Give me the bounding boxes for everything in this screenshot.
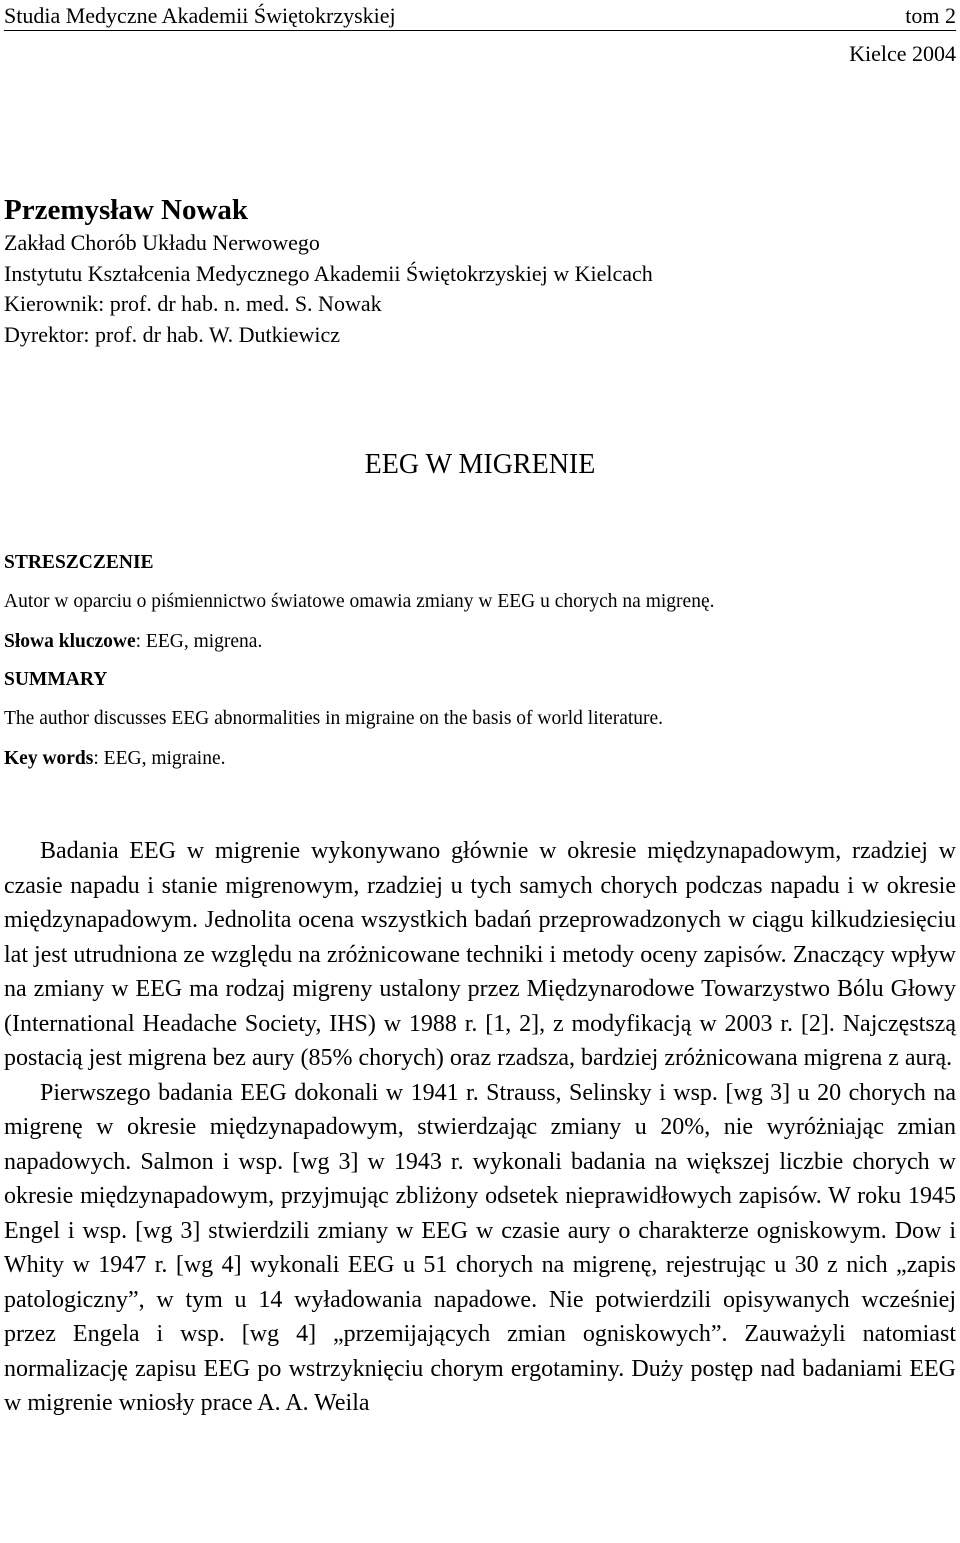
abstract-pl-heading: STRESZCZENIE (4, 552, 154, 573)
article-title: EEG W MIGRENIE (364, 449, 596, 480)
body-paragraph: Badania EEG w migrenie wykonywano głównie w okresie międzynapadowym, rzadziej w czasie napadu i stanie migrenowym, rzadziej u tych samych chorych podczas napadu i w okresie międzynapadowym. Jednolita ocena wszystkich badań przeprowadzonych w ciągu kilkudziesięciu lat jest utrudniona ze względu na zróżnicowane techniki i metody oceny zapisów. Znaczący wpływ na zmiany w EEG ma rodzaj migreny ustalony przez Międzynarodowe Towarzystwo Bólu Głowy (International Headache Society, IHS) w 1988 r. [1, 2], z modyfikacją w 2003 r. [2]. Najczęstszą postacią jest migrena bez aury (85% chorych) oraz rzadsza, bardziej zróżnicowana migrena z aurą. (4, 838, 956, 1071)
keywords-pl-label: Słowa kluczowe (4, 631, 136, 652)
keywords-en-label: Key words (4, 748, 94, 769)
header-top-row (4, 3, 956, 31)
keywords-en (4, 746, 944, 772)
abstract-pl-text: Autor w oparciu o piśmiennictwo światowe omawia zmiany w EEG u chorych na migrenę. (4, 591, 715, 612)
abstract-section (4, 548, 944, 772)
affiliation-line: Dyrektor: prof. dr hab. W. Dutkiewicz (4, 321, 341, 347)
body-paragraph: Pierwszego badania EEG dokonali w 1941 r. Strauss, Selinsky i wsp. [wg 3] u 20 chorych na migrenę w okresie międzynapadowym, stwierdzając zmiany u 20%, nie wyróżniając zmian napadowych. Salmon i wsp. [wg 3] w 1943 r. wykonali badania na większej liczbie chorych w okresie międzynapadowym, przyjmując zbliżony odsetek nieprawidłowych zapisów. W roku 1945 Engel i wsp. [wg 3] stwierdzili zmiany w EEG w czasie aury o charakterze ogniskowym. Dow i Whity w 1947 r. [wg 4] wykonali EEG u 51 chorych na migrenę, rejestrując u 30 z nich „zapis patologiczny”, w tym u 14 wyładowania napadowe. Nie potwierdzili opisywanych wcześniej przez Engela i wsp. [wg 4] „przemijających zmian ogniskowych”. Zauważyli natomiast normalizację zapisu EEG po wstrzyknięciu chorym ergotaminy. Duży postęp nad badaniami EEG w migrenie wniosły prace A. A. Weila (4, 1079, 956, 1416)
place-year: Kielce 2004 (849, 41, 956, 66)
keywords-pl-values: : EEG, migrena. (135, 631, 263, 652)
affiliation-line: Kierownik: prof. dr hab. n. med. S. Nowak (4, 291, 382, 316)
abstract-en-heading: SUMMARY (4, 669, 108, 690)
journal-name: Studia Medyczne Akademii Świętokrzyskiej (4, 3, 396, 28)
author-name: Przemysław Nowak (4, 194, 249, 226)
abstract-en-text: The author discusses EEG abnormalities in migraine on the basis of world literature. (4, 708, 664, 729)
affiliation-line: Zakład Chorób Układu Nerwowego (4, 230, 320, 255)
keywords-pl (4, 629, 944, 655)
running-header (4, 3, 956, 67)
volume-label: tom 2 (905, 3, 956, 28)
article-body (4, 834, 956, 1421)
author-block (4, 192, 944, 350)
keywords-en-values: : EEG, migraine. (93, 748, 226, 769)
affiliation-line: Instytutu Kształcenia Medycznego Akademii Świętokrzyskiej w Kielcach (4, 260, 653, 286)
